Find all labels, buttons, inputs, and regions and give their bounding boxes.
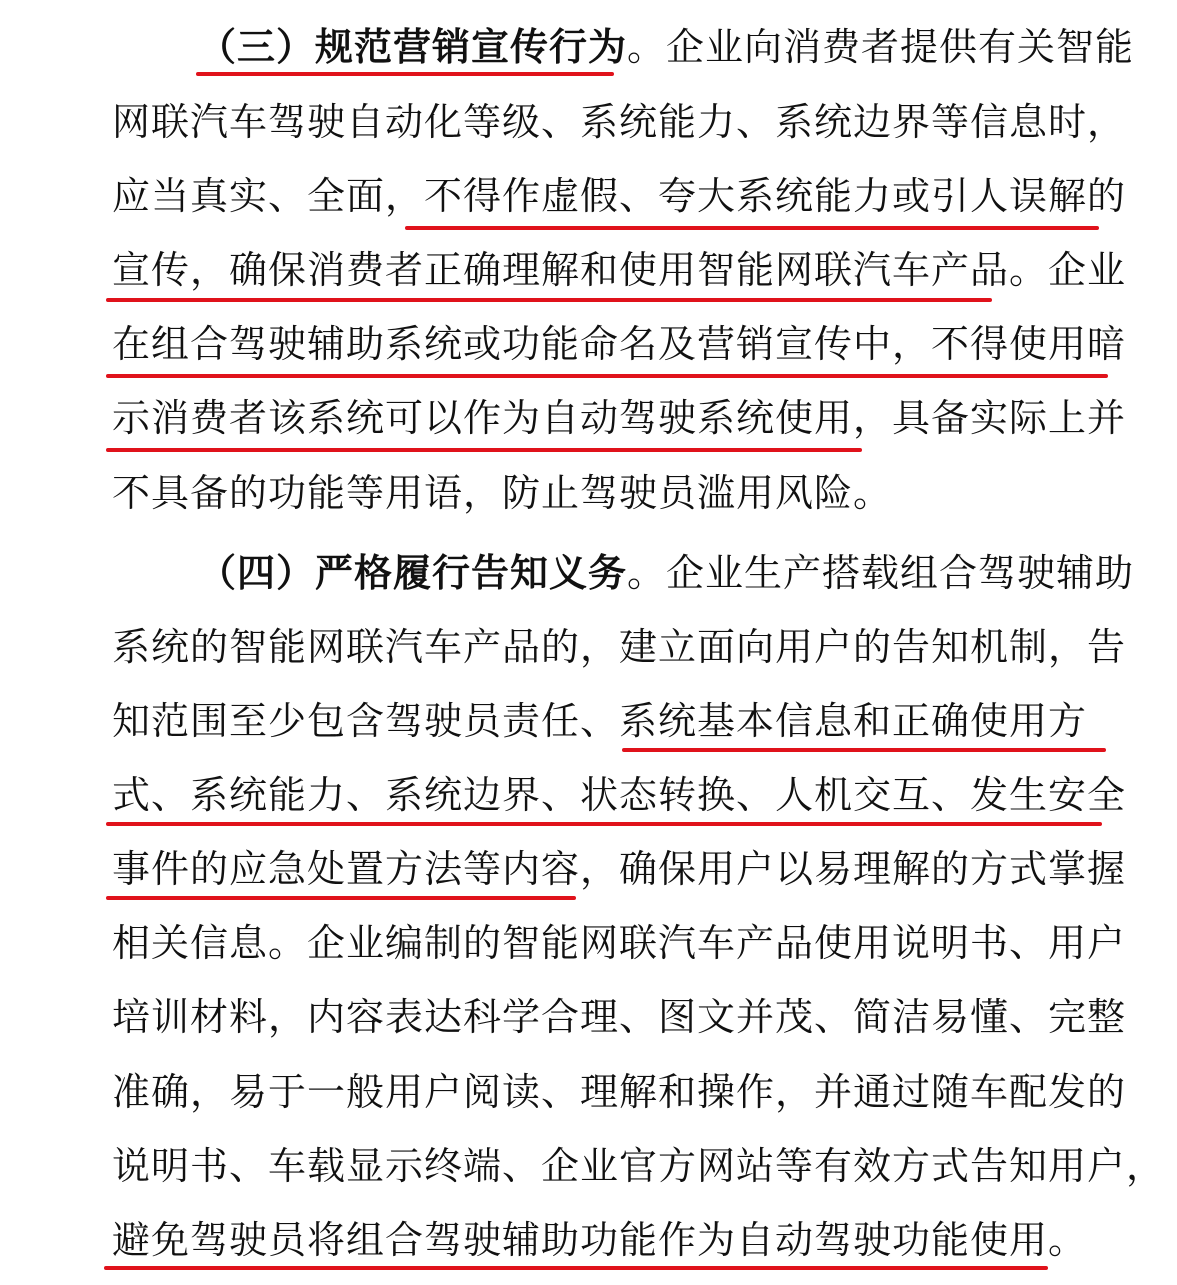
text-segment: 不具备的功能等用语，防止驾驶员滥用风险。 (112, 471, 893, 515)
text-line (112, 684, 1087, 758)
text-segment: 示消费者该系统可以作为自动驾驶系统使用， (112, 396, 893, 440)
text-line (112, 233, 1126, 307)
text-line (112, 307, 1126, 381)
red-underline-highlight (405, 226, 1099, 230)
text-line (112, 1129, 1165, 1203)
text-line (112, 758, 1126, 832)
red-underline-highlight (106, 822, 1102, 826)
red-underline-highlight (106, 896, 576, 900)
text-line (112, 85, 1126, 159)
red-underline-highlight (196, 72, 614, 76)
text-segment: 培训材料，内容表达科学合理、图文并茂、简洁易懂、完整 (112, 995, 1127, 1039)
text-segment: 事件的应急处置方法等内容 (112, 847, 581, 891)
text-line (198, 536, 1134, 610)
text-segment: 。企业 (1009, 248, 1127, 292)
text-line (112, 159, 1126, 233)
section-heading: （四）严格履行告知义务 (198, 550, 628, 595)
red-underline-highlight (622, 748, 1106, 752)
text-line (112, 1055, 1126, 1129)
text-segment: 应当真实、全面， (112, 174, 425, 218)
text-segment: 系统的智能网联汽车产品的，建立面向用户的告知机制，告 (112, 625, 1127, 669)
text-segment: 式、系统能力、系统边界、状态转换、人机交互、发生安全 (112, 773, 1127, 817)
text-line (112, 906, 1126, 980)
text-line (112, 832, 1126, 906)
red-underline-highlight (104, 1266, 1048, 1270)
text-segment: 。企业向消费者提供有关智能 (627, 25, 1135, 69)
red-underline-highlight (106, 298, 992, 302)
section-heading: （三）规范营销宣传行为 (198, 24, 628, 69)
text-segment: 相关信息。企业编制的智能网联汽车产品使用说明书、用户 (112, 921, 1127, 965)
text-segment: 说明书、车载显示终端、企业官方网站等有效方式告知用户， (112, 1144, 1166, 1188)
text-segment: 系统基本信息和正确使用方 (619, 699, 1088, 743)
text-segment: 知范围至少包含驾驶员责任、 (112, 699, 620, 743)
text-segment: 网联汽车驾驶自动化等级、系统能力、系统边界等信息时， (112, 100, 1127, 144)
text-segment: 。企业生产搭载组合驾驶辅助 (627, 551, 1135, 595)
text-line (112, 381, 1126, 455)
text-line (112, 456, 892, 530)
text-segment: 宣传，确保消费者正确理解和使用智能网联汽车产品 (112, 248, 1010, 292)
text-segment: 不得作虚假、夸大系统能力或引人误解的 (424, 174, 1127, 218)
red-underline-highlight (106, 448, 862, 452)
text-line (112, 980, 1126, 1054)
text-segment: 避免驾驶员将组合驾驶辅助功能作为自动驾驶功能使用。 (112, 1218, 1088, 1262)
text-segment: ，确保用户以易理解的方式掌握 (580, 847, 1127, 891)
text-segment: 具备实际上并 (892, 396, 1127, 440)
red-underline-highlight (106, 374, 1108, 378)
text-segment: 准确，易于一般用户阅读、理解和操作，并通过随车配发的 (112, 1070, 1127, 1114)
text-line (112, 610, 1126, 684)
text-segment: 在组合驾驶辅助系统或功能命名及营销宣传中，不得使用暗 (112, 322, 1127, 366)
